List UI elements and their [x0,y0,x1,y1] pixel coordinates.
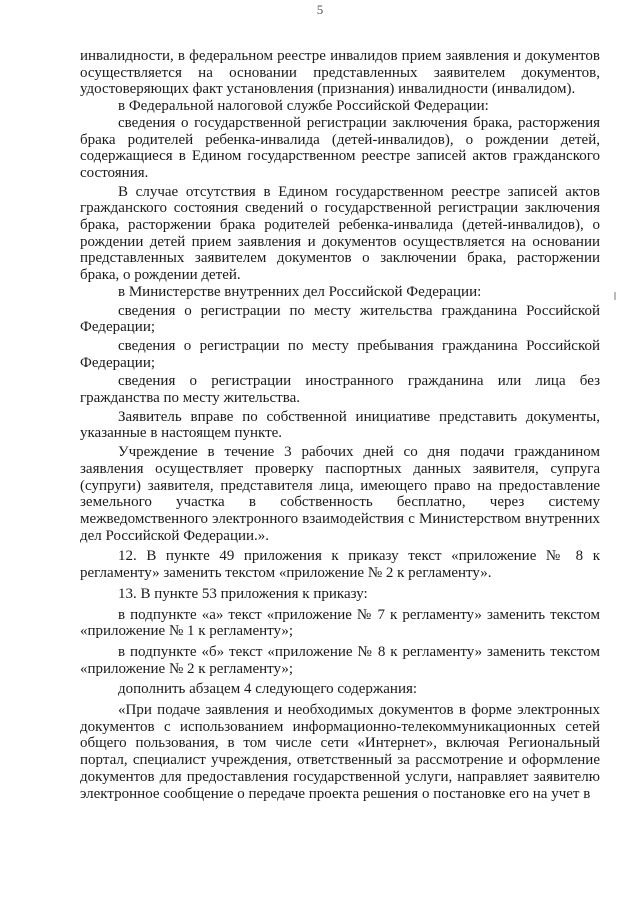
paragraph-residence-registration: сведения о регистрации по месту жительства гражданина Российской Федерации; [80,302,600,336]
paragraph-item-12: 12. В пункте 49 приложения к приказу текст «приложение № 8 к регламенту» заменить текстом «приложение № 2 к регламенту». [80,548,600,582]
page-number: 5 [316,2,324,17]
paragraph-add-clause: дополнить абзацем 4 следующего содержания: [118,681,418,698]
paragraph-stay-registration: сведения о регистрации по месту пребывания гражданина Российской Федерации; [80,337,600,371]
paragraph-electronic-submission: «При подаче заявления и необходимых документов в форме электронных документов с использованием информационно-телекоммуникационных сетей общего пользования, в том числе сети «Интернет», включая Региональный портал, специалист учреждения, ответственный за рассмотрение и оформление документов для предоставления государственной услуги, направляет заявителю электронное сообщение о передаче проекта решения о постановке его на учет в [80,702,600,802]
paragraph-subitem-a: в подпункте «а» текст «приложение № 7 к регламенту» заменить текстом «приложение № 1 к регламенту»; [80,606,600,640]
paragraph-mvd-heading: в Министерстве внутренних дел Российской Федерации: [118,283,482,300]
paragraph-foreigner-registration: сведения о регистрации иностранного гражданина или лица без гражданства по месту жительства. [80,373,600,407]
paragraph-passport-check: Учреждение в течение 3 рабочих дней со дня подачи гражданином заявления осуществляет проверку паспортных данных заявителя, супруга (супруги) заявителя, представителя лица, имеющего право на предоставление земельного участка в собственность бесплатно, через систему межведомственного электронного взаимодействия с Министерством внутренних дел Российской Федерации.». [80,444,600,544]
paragraph-fns-heading: в Федеральной налоговой службе Российской Федерации: [118,98,489,115]
paragraph-item-13: 13. В пункте 53 приложения к приказу: [118,585,368,602]
paragraph-applicant-initiative: Заявитель вправе по собственной инициативе представить документы, указанные в настоящем пункте. [80,408,600,442]
document-body [80,48,600,802]
paragraph-absence-of-records: В случае отсутствия в Едином государственном реестре записей актов гражданского состояния сведений о государственной регистрации заключения брака, расторжении брака родителей ребенка-инвалида (детей-инвалидов), о рождении детей прием заявления и документов осуществляется на основании представленных заявителем документов о заключении брака, расторжении брака, о рождении детей. [80,183,600,284]
paragraph-fns-marriage-info: сведения о государственной регистрации заключения брака, расторжения брака родителей ребенка-инвалида (детей-инвалидов), о рождении детей, содержащиеся в Едином государственном реестре записей актов гражданского состояния. [80,114,600,181]
paragraph-subitem-b: в подпункте «б» текст «приложение № 8 к регламенту» заменить текстом «приложение № 2 к регламенту»; [80,643,600,677]
scan-artifact [614,292,616,300]
paragraph-continuation: инвалидности, в федеральном реестре инвалидов прием заявления и документов осуществляется на основании представленных заявителем документов, удостоверяющих факт установления (признания) инвалидности (инвалидом). [80,48,600,98]
